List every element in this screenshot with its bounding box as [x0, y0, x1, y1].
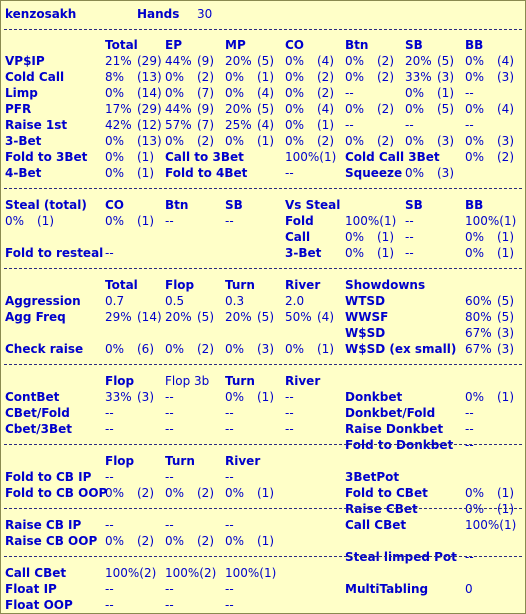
donk-value: 0% — [465, 390, 485, 404]
stat-value: 0% — [405, 102, 425, 116]
float-ip-turn: -- — [165, 582, 174, 596]
raise-cb-river: -- — [225, 518, 234, 532]
agg-freq-count: (5) — [257, 310, 274, 324]
aggression-label: Aggression — [5, 294, 81, 308]
stat-count: (4) — [497, 54, 514, 68]
vs-cbet-river-count: (1) — [257, 486, 274, 500]
stat-count: (5) — [257, 54, 274, 68]
showdown-value: 80% — [465, 310, 492, 324]
vs-steal-btn-count: (1) — [377, 246, 394, 260]
fold-to-4bet-label: Fold to 4Bet — [165, 166, 248, 180]
contbet-flop3b: -- — [165, 406, 174, 420]
stat-value: 33% — [405, 70, 432, 84]
stat-value: 0% — [345, 134, 365, 148]
steal-total-label: Steal (total) — [5, 198, 87, 212]
stat-value: 0% — [105, 86, 125, 100]
squeeze-count: (3) — [437, 166, 454, 180]
vs-cbet-river: -- — [225, 470, 234, 484]
stat-value: 0% — [465, 102, 485, 116]
agg-freq-value: 29% — [105, 310, 132, 324]
donk-label: Fold to Donkbet — [345, 438, 454, 452]
stat-count: (29) — [137, 102, 162, 116]
stat-value: 25% — [225, 118, 252, 132]
donk-value: -- — [465, 438, 474, 452]
call-cbet-river: 100%(1) — [225, 566, 277, 580]
stat-value: 42% — [105, 118, 132, 132]
contbet-river: -- — [285, 422, 294, 436]
stat-value: 0% — [345, 54, 365, 68]
stat-value: 0% — [285, 70, 305, 84]
stat-count: (4) — [257, 86, 274, 100]
stat-count: (2) — [197, 134, 214, 148]
preflop-row-label: Raise 1st — [5, 118, 68, 132]
contbet-row-label: Cbet/3Bet — [5, 422, 73, 436]
vs-steal-bb: 0% — [465, 230, 485, 244]
stat-value: 0% — [165, 86, 185, 100]
stat-value: 0% — [345, 70, 365, 84]
raise-cb-river: 0% — [225, 534, 245, 548]
steal-sb-value: -- — [225, 214, 234, 228]
postflop-col-turn: Turn — [225, 278, 255, 292]
stat-count: (5) — [437, 102, 454, 116]
vs-steal-btn: 100%(1) — [345, 214, 397, 228]
aggression-value: 0.5 — [165, 294, 185, 308]
stat-count: (1) — [437, 86, 454, 100]
steal-total-count: (1) — [37, 214, 54, 228]
stat-count: (3) — [497, 134, 514, 148]
stat-count: (2) — [317, 86, 334, 100]
vs-steal-bb: 100%(1) — [465, 214, 517, 228]
squeeze-label: Squeeze — [345, 166, 403, 180]
showdown-count: (3) — [497, 342, 514, 356]
stat-count: (7) — [197, 86, 214, 100]
vs-steal-bb-count: (1) — [497, 246, 514, 260]
agg-freq-count: (5) — [197, 310, 214, 324]
raise-cb-row-label: Raise CB OOP — [5, 534, 98, 548]
stat-count: (9) — [197, 54, 214, 68]
stat-value: 0% — [465, 134, 485, 148]
vs-steal-label: Vs Steal — [285, 198, 341, 212]
check-raise-label: Check raise — [5, 342, 84, 356]
donk-count: (1) — [497, 390, 514, 404]
stat-value: 17% — [105, 102, 132, 116]
threebetpot-value: 0% — [465, 486, 485, 500]
contbet-flop3b: -- — [165, 422, 174, 436]
squeeze-value: 0% — [405, 166, 425, 180]
contbet-flop: 33% — [105, 390, 132, 404]
stat-count: (3) — [437, 134, 454, 148]
preflop-col-sb: SB — [405, 38, 423, 52]
stat-count: (9) — [197, 102, 214, 116]
stat-value: 0% — [225, 134, 245, 148]
showdown-label: WTSD — [345, 294, 386, 308]
contbet-river: -- — [285, 406, 294, 420]
vs-steal-sb: -- — [405, 214, 414, 228]
threebetpot-label: Fold to CBet — [345, 486, 428, 500]
hands-value: 30 — [197, 7, 213, 21]
fold-to-resteal-value: -- — [105, 246, 114, 260]
threebetpot-count: (1) — [497, 502, 514, 516]
showdown-value: 67% — [465, 342, 492, 356]
stat-count: (13) — [137, 70, 162, 84]
vs-cbet-col: Turn — [165, 454, 195, 468]
preflop-row-label: PFR — [5, 102, 32, 116]
stat-value: 0% — [465, 70, 485, 84]
vs-cbet-col: River — [225, 454, 261, 468]
stat-value: 0% — [225, 86, 245, 100]
check-raise-count: (2) — [197, 342, 214, 356]
postflop-col-total: Total — [105, 278, 138, 292]
showdowns-title: Showdowns — [345, 278, 426, 292]
stat-value: 57% — [165, 118, 192, 132]
stat-count: (13) — [137, 134, 162, 148]
showdown-label: W$SD — [345, 326, 386, 340]
threebetpot-value: 100%(1) — [465, 518, 517, 532]
vs-cbet-turn: 0% — [165, 486, 185, 500]
float-oop-turn: -- — [165, 598, 174, 612]
steal-limped-label: Steal limped Pot — [345, 550, 457, 564]
check-raise-count: (1) — [317, 342, 334, 356]
vs-steal-row-label: Fold — [285, 214, 314, 228]
cold-call-3bet-count: (2) — [497, 150, 514, 164]
preflop-col-bb: BB — [465, 38, 484, 52]
stat-count: (29) — [137, 54, 162, 68]
contbet-flop: -- — [105, 422, 114, 436]
stat-value: 0% — [285, 134, 305, 148]
cold-call-3bet-label: Cold Call 3Bet — [345, 150, 440, 164]
stat-value: 0% — [405, 86, 425, 100]
steal-limped-value: -- — [465, 550, 474, 564]
stat-count: (2) — [377, 102, 394, 116]
preflop-row-label: Limp — [5, 86, 38, 100]
float-oop-flop: -- — [105, 598, 114, 612]
preflop-row-label: VP$IP — [5, 54, 45, 68]
stat-value: 0% — [345, 102, 365, 116]
stat-count: (4) — [317, 102, 334, 116]
vs-steal-col-sb: SB — [405, 198, 423, 212]
check-raise-count: (3) — [257, 342, 274, 356]
donk-label: Donkbet/Fold — [345, 406, 436, 420]
contbet-flop3b: -- — [165, 390, 174, 404]
vs-cbet-flop-count: (2) — [137, 486, 154, 500]
showdown-count: (5) — [497, 294, 514, 308]
steal-co-value: 0% — [105, 214, 125, 228]
stat-count: (3) — [437, 70, 454, 84]
fold-to-resteal-label: Fold to resteal — [5, 246, 104, 260]
contbet-flop-count: (3) — [137, 390, 154, 404]
showdown-value: 60% — [465, 294, 492, 308]
stat-value: 0% — [285, 86, 305, 100]
showdown-count: (5) — [497, 310, 514, 324]
contbet-col: River — [285, 374, 321, 388]
preflop-col-btn: Btn — [345, 38, 369, 52]
stat-value: -- — [465, 118, 474, 132]
stat-value: 0% — [165, 70, 185, 84]
contbet-row-label: CBet/Fold — [5, 406, 70, 420]
contbet-turn: -- — [225, 422, 234, 436]
separator — [4, 444, 522, 445]
raise-cb-turn-count: (2) — [197, 534, 214, 548]
fold-to-3bet-count: (1) — [137, 150, 154, 164]
stat-value: -- — [465, 86, 474, 100]
steal-co-count: (1) — [137, 214, 154, 228]
agg-freq-value: 20% — [225, 310, 252, 324]
check-raise-value: 0% — [225, 342, 245, 356]
stat-value: 0% — [465, 54, 485, 68]
four-bet-value: 0% — [105, 166, 125, 180]
call-cbet-flop: 100%(2) — [105, 566, 157, 580]
float-ip-river: -- — [225, 582, 234, 596]
aggression-value: 0.3 — [225, 294, 245, 308]
stat-count: (2) — [377, 134, 394, 148]
raise-cb-turn: -- — [165, 518, 174, 532]
preflop-col-co: CO — [285, 38, 305, 52]
stat-value: 21% — [105, 54, 132, 68]
vs-steal-bb-count: (1) — [497, 230, 514, 244]
stat-count: (5) — [257, 102, 274, 116]
vs-cbet-turn-count: (2) — [197, 486, 214, 500]
vs-cbet-row-label: Fold to CB OOP — [5, 486, 108, 500]
check-raise-value: 0% — [105, 342, 125, 356]
stat-count: (4) — [497, 102, 514, 116]
contbet-col: Flop 3b — [165, 374, 210, 388]
fold-to-3bet-label: Fold to 3Bet — [5, 150, 88, 164]
raise-cb-river-count: (1) — [257, 534, 274, 548]
separator — [4, 268, 522, 269]
agg-freq-count: (14) — [137, 310, 162, 324]
contbet-river: -- — [285, 390, 294, 404]
showdown-label: W$SD (ex small) — [345, 342, 457, 356]
aggression-value: 2.0 — [285, 294, 305, 308]
stat-count: (2) — [197, 70, 214, 84]
four-bet-count: (1) — [137, 166, 154, 180]
separator — [4, 508, 522, 509]
float-oop-label: Float OOP — [5, 598, 73, 612]
float-ip-label: Float IP — [5, 582, 57, 596]
vs-steal-bb: 0% — [465, 246, 485, 260]
separator — [4, 188, 522, 189]
stat-count: (12) — [137, 118, 162, 132]
threebetpot-count: (1) — [497, 486, 514, 500]
preflop-col-mp: MP — [225, 38, 246, 52]
call-cbet-label: Call CBet — [5, 566, 67, 580]
float-oop-river: -- — [225, 598, 234, 612]
raise-cb-flop-count: (2) — [137, 534, 154, 548]
raise-cb-turn: 0% — [165, 534, 185, 548]
stat-value: 20% — [225, 102, 252, 116]
four-bet-label: 4-Bet — [5, 166, 42, 180]
multitabling-label: MultiTabling — [345, 582, 429, 596]
call-to-3bet-label: Call to 3Bet — [165, 150, 244, 164]
stat-value: 44% — [165, 102, 192, 116]
vs-cbet-flop: 0% — [105, 486, 125, 500]
vs-steal-row-label: Call — [285, 230, 311, 244]
vs-steal-btn: 0% — [345, 230, 365, 244]
stat-count: (2) — [317, 70, 334, 84]
raise-cb-row-label: Raise CB IP — [5, 518, 82, 532]
hands-label: Hands — [137, 7, 180, 21]
vs-cbet-river: 0% — [225, 486, 245, 500]
steal-col-sb: SB — [225, 198, 243, 212]
stat-count: (1) — [257, 134, 274, 148]
preflop-col-total: Total — [105, 38, 138, 52]
float-ip-flop: -- — [105, 582, 114, 596]
raise-cb-flop: 0% — [105, 534, 125, 548]
separator — [4, 364, 522, 365]
threebetpot-value: 0% — [465, 502, 485, 516]
steal-total-value: 0% — [5, 214, 25, 228]
aggression-value: 0.7 — [105, 294, 125, 308]
agg-freq-value: 50% — [285, 310, 312, 324]
vs-cbet-flop: -- — [105, 470, 114, 484]
donk-label: Raise Donkbet — [345, 422, 444, 436]
call-cbet-turn: 100%(2) — [165, 566, 217, 580]
donk-value: -- — [465, 422, 474, 436]
check-raise-value: 0% — [285, 342, 305, 356]
threebetpot-label: Call CBet — [345, 518, 407, 532]
vs-steal-col-bb: BB — [465, 198, 484, 212]
contbet-flop: -- — [105, 406, 114, 420]
agg-freq-value: 20% — [165, 310, 192, 324]
check-raise-count: (6) — [137, 342, 154, 356]
raise-cb-flop: -- — [105, 518, 114, 532]
postflop-col-river: River — [285, 278, 321, 292]
steal-col-co: CO — [105, 198, 125, 212]
threebetpot-label: Raise CBet — [345, 502, 418, 516]
stat-value: 0% — [285, 54, 305, 68]
postflop-col-flop: Flop — [165, 278, 195, 292]
stat-value: 44% — [165, 54, 192, 68]
call-to-3bet-value: 100%(1) — [285, 150, 337, 164]
multitabling-value: 0 — [465, 582, 473, 596]
stat-count: (14) — [137, 86, 162, 100]
stat-count: (1) — [257, 70, 274, 84]
vs-steal-sb: -- — [405, 246, 414, 260]
separator — [4, 29, 522, 30]
stat-count: (7) — [197, 118, 214, 132]
agg-freq-label: Agg Freq — [5, 310, 66, 324]
stat-count: (2) — [377, 70, 394, 84]
stat-count: (1) — [317, 118, 334, 132]
contbet-col: Turn — [225, 374, 255, 388]
stat-value: -- — [345, 118, 354, 132]
stat-value: 8% — [105, 70, 125, 84]
preflop-row-label: 3-Bet — [5, 134, 42, 148]
stat-value: -- — [405, 118, 414, 132]
contbet-turn: -- — [225, 406, 234, 420]
preflop-row-label: Cold Call — [5, 70, 65, 84]
stat-value: 0% — [285, 102, 305, 116]
agg-freq-count: (4) — [317, 310, 334, 324]
vs-cbet-col: Flop — [105, 454, 135, 468]
stat-count: (2) — [377, 54, 394, 68]
separator — [4, 556, 522, 557]
contbet-turn-count: (1) — [257, 390, 274, 404]
contbet-turn: 0% — [225, 390, 245, 404]
stat-count: (4) — [257, 118, 274, 132]
vs-steal-btn-count: (1) — [377, 230, 394, 244]
stat-count: (2) — [317, 134, 334, 148]
vs-cbet-turn: -- — [165, 470, 174, 484]
stat-value: -- — [345, 86, 354, 100]
stat-value: 0% — [405, 134, 425, 148]
showdown-value: 67% — [465, 326, 492, 340]
fold-to-3bet-value: 0% — [105, 150, 125, 164]
stat-count: (5) — [437, 54, 454, 68]
vs-steal-row-label: 3-Bet — [285, 246, 322, 260]
contbet-row-label: ContBet — [5, 390, 60, 404]
player-name: kenzosakh — [5, 7, 77, 21]
stat-count: (4) — [317, 54, 334, 68]
stat-value: 0% — [165, 134, 185, 148]
steal-col-btn: Btn — [165, 198, 189, 212]
steal-btn-value: -- — [165, 214, 174, 228]
showdown-label: WWSF — [345, 310, 389, 324]
stat-value: 20% — [225, 54, 252, 68]
stat-value: 0% — [105, 134, 125, 148]
fold-to-4bet-value: -- — [285, 166, 294, 180]
stat-value: 0% — [285, 118, 305, 132]
cold-call-3bet-value: 0% — [465, 150, 485, 164]
vs-steal-btn: 0% — [345, 246, 365, 260]
contbet-col: Flop — [105, 374, 135, 388]
donk-value: -- — [465, 406, 474, 420]
showdown-count: (3) — [497, 326, 514, 340]
preflop-col-ep: EP — [165, 38, 182, 52]
check-raise-value: 0% — [165, 342, 185, 356]
stat-value: 20% — [405, 54, 432, 68]
vs-steal-sb: -- — [405, 230, 414, 244]
stat-value: 0% — [225, 70, 245, 84]
donk-label: Donkbet — [345, 390, 403, 404]
threebetpot-title: 3BetPot — [345, 470, 400, 484]
stat-count: (3) — [497, 70, 514, 84]
vs-cbet-row-label: Fold to CB IP — [5, 470, 92, 484]
